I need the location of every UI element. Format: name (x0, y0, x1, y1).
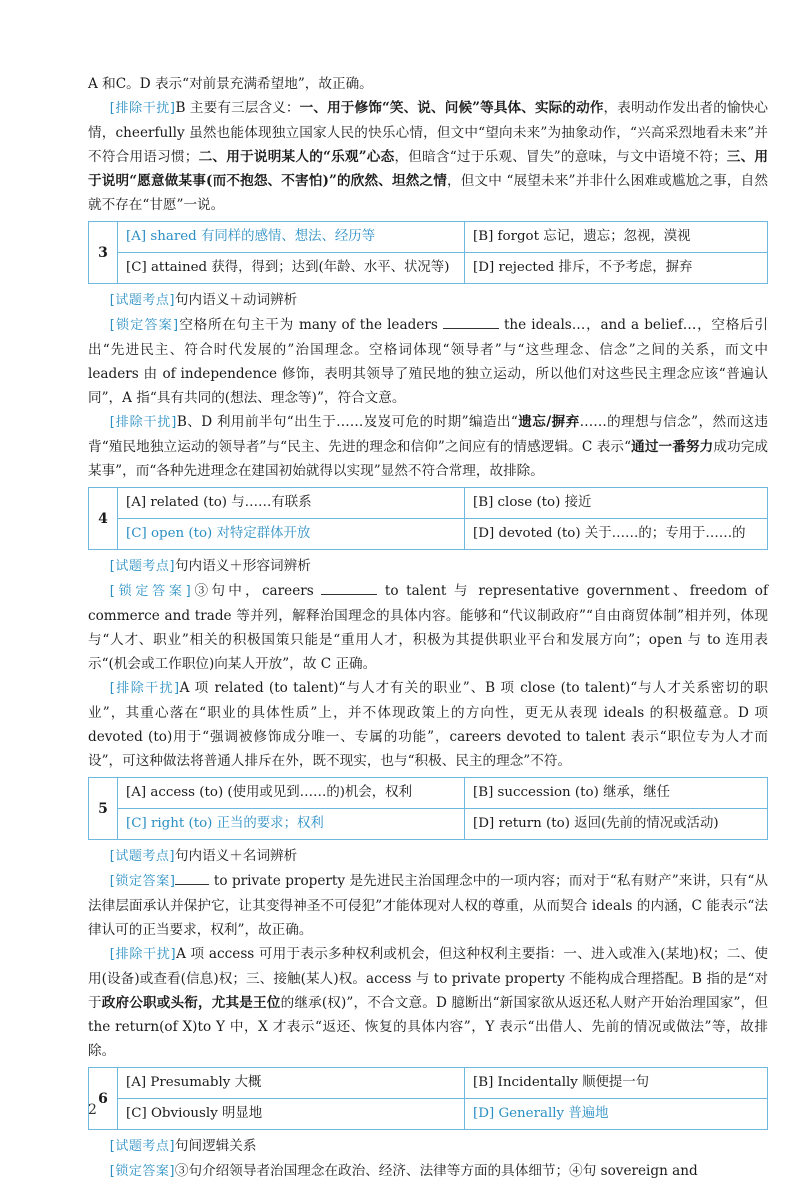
exclusion-label: [排除干扰] (109, 415, 177, 430)
paragraph-intro: A 和C。D 表示“对前景充满希望地”，故正确。 (88, 76, 373, 92)
paragraph-q5-exclusion: [排除干扰]A 项 access 可用于表示多种权利或机会，但这种权利主要指：一、进入或准入(某地)权；二、使用(设备)或查看(信息)权；三、接触(某人)权。access 与 to private property 不能构成合理搭配。B 指的是“对于政府公职或头衔，尤其是王位的继承(权)”，不合文意。D 臆断出“新国家欲从返还私人财产开始治理国家”，但 the return(of X)to Y 中，X 才表示“返还、恢复的具体内容”，Y 表示“出借人、先前的情况或做法”等，故排除。 (88, 946, 769, 1059)
exclusion-label: [排除干扰] (109, 101, 176, 116)
option-a: [A] Presumably 大概 (118, 1068, 465, 1099)
options-table-q6 (88, 1067, 768, 1130)
option-c: [C] right (to) 正当的要求；权利 (118, 809, 465, 840)
topic-label: [试题考点] (109, 1139, 175, 1154)
paragraph-q4-answer: [锁定答案]③句中，careers to talent 与 representative government、freedom of commerce and trade 等并列，解释治国理念的具体内容。能够和“代议制政府”“自由商贸体制”相并列，体现与“人才、职业”相关的积极国策只能是“重用人才，积极为其提供职业平台和发展方向”；open 与 to 连用表示“(机会或工作职位)向某人开放”，故 C 正确。 (88, 579, 768, 676)
option-d: [D] rejected 排斥，不予考虑，摒弃 (465, 253, 768, 284)
topic-label: [试题考点] (109, 849, 175, 864)
paragraph-q5-answer: [锁定答案] to private property 是先进民主治国理念中的一项内容；而对于“私有财产”来讲，只有“从法律层面承认并保护它，让其变得神圣不可侵犯”才能体现对人权的尊重，从而契合 ideals 的内涵，C 能表示“法律认可的正当要求，权利”，故正确。 (88, 869, 768, 942)
paragraph-q2-exclusion: [排除干扰]B 主要有三层含义：一、用于修饰“笑、说、问候”等具体、实际的动作，表明动作发出者的愉快心情，cheerfully 虽然也能体现独立国家人民的快乐心情，但文中“望向未来”为抽象动作，“兴高采烈地看未来”并不符合用语习惯；二、用于说明某人的“乐观”心态，但暗含“过于乐观、冒失”的意味，与文中语境不符；三、用于说明“愿意做某事(而不抱怨、不害怕)”的欣然、坦然之情，但文中 “展望未来”并非什么困难或尴尬之事，自然就不存在“甘愿”一说。 (88, 100, 769, 213)
topic-label: [试题考点] (109, 293, 175, 308)
question-number: 5 (89, 778, 118, 840)
page-content (88, 0, 768, 1184)
option-b: [B] Incidentally 顺便提一句 (465, 1068, 768, 1099)
option-c: [C] open (to) 对特定群体开放 (118, 519, 465, 550)
options-table-q4 (88, 487, 768, 550)
exclusion-label: [排除干扰] (109, 947, 177, 962)
paragraph-q3-exclusion: [排除干扰]B、D 利用前半句“出生于……岌岌可危的时期”编造出“遗忘/摒弃……的理想与信念”，然而这违背“殖民地独立运动的领导者”与“民主、先进的理念和信仰”之间应有的情感逻辑。C 表示“通过一番努力成功完成某事”，而“各种先进理念在建国初始就得以实现”显然不符合常理，故排除。 (88, 414, 769, 479)
blank-line (443, 314, 499, 329)
paragraph-q3-answer: [锁定答案]空格所在句主干为 many of the leaders the ideals…，and a belief…，空格后引出“先进民主、符合时代发展的”治国理念。空格词体现“领导者”与“这些理念、信念”之间的关系，而文中 leaders 由 of independence 修饰，表明其领导了殖民地的独立运动，所以他们对这些民主理念应该“普遍认同”，A 指“具有共同的(想法、理念等)”，符合文意。 (88, 313, 768, 410)
option-c: [C] attained 获得，得到；达到(年龄、水平、状况等) (118, 253, 465, 284)
topic-label: [试题考点] (109, 559, 175, 574)
option-b: [B] succession (to) 继承，继任 (465, 778, 768, 809)
paragraph-q6-answer: [锁定答案]③句介绍领导者治国理念在政治、经济、法律等方面的具体细节；④句 sovereign and (109, 1163, 698, 1179)
question-number: 3 (89, 222, 118, 284)
answer-label: [锁定答案] (109, 318, 179, 333)
paragraph-q5-topic: [试题考点]句内语义＋名词辨析 (109, 848, 298, 864)
paragraph-q3-topic: [试题考点]句内语义＋动词辨析 (109, 292, 298, 308)
blank-line (175, 870, 209, 885)
exclusion-label: [排除干扰] (109, 681, 180, 696)
paragraph-q6-topic: [试题考点]句间逻辑关系 (109, 1138, 257, 1154)
blank-line (321, 580, 377, 595)
option-d: [D] Generally 普遍地 (465, 1099, 768, 1130)
page-number: 2 (88, 1102, 97, 1118)
option-a: [A] related (to) 与……有联系 (118, 488, 465, 519)
option-d: [D] devoted (to) 关于……的；专用于……的 (465, 519, 768, 550)
paragraph-q4-exclusion: [排除干扰]A 项 related (to talent)“与人才有关的职业”、B 项 close (to talent)“与人才关系密切的职业”，其重心落在“职业的具体性质”上，并不体现政策上的方向性，更无从表现 ideals 的积极蕴意。D 项devoted (to)用于“强调被修饰成分唯一、专属的功能”，careers devoted to talent 表示“职位专为人才而设”，可这种做法将普通人排斥在外，既不现实，也与“积极、民主的理念”不符。 (88, 680, 768, 769)
answer-label: [锁定答案] (109, 1164, 175, 1179)
option-c: [C] Obviously 明显地 (118, 1099, 465, 1130)
option-a: [A] access (to) (使用或见到……的)机会，权利 (118, 778, 465, 809)
option-b: [B] close (to) 接近 (465, 488, 768, 519)
paragraph-q4-topic: [试题考点]句内语义＋形容词辨析 (109, 558, 311, 574)
options-table-q5 (88, 777, 768, 840)
answer-label: [锁定答案] (109, 874, 176, 889)
question-number: 4 (89, 488, 118, 550)
option-d: [D] return (to) 返回(先前的情况或活动) (465, 809, 768, 840)
answer-label: [锁定答案] (109, 584, 192, 599)
question-number: 6 (89, 1068, 118, 1130)
option-a: [A] shared 有同样的感情、想法、经历等 (118, 222, 465, 253)
option-b: [B] forgot 忘记，遗忘；忽视，漠视 (465, 222, 768, 253)
options-table-q3 (88, 221, 768, 284)
